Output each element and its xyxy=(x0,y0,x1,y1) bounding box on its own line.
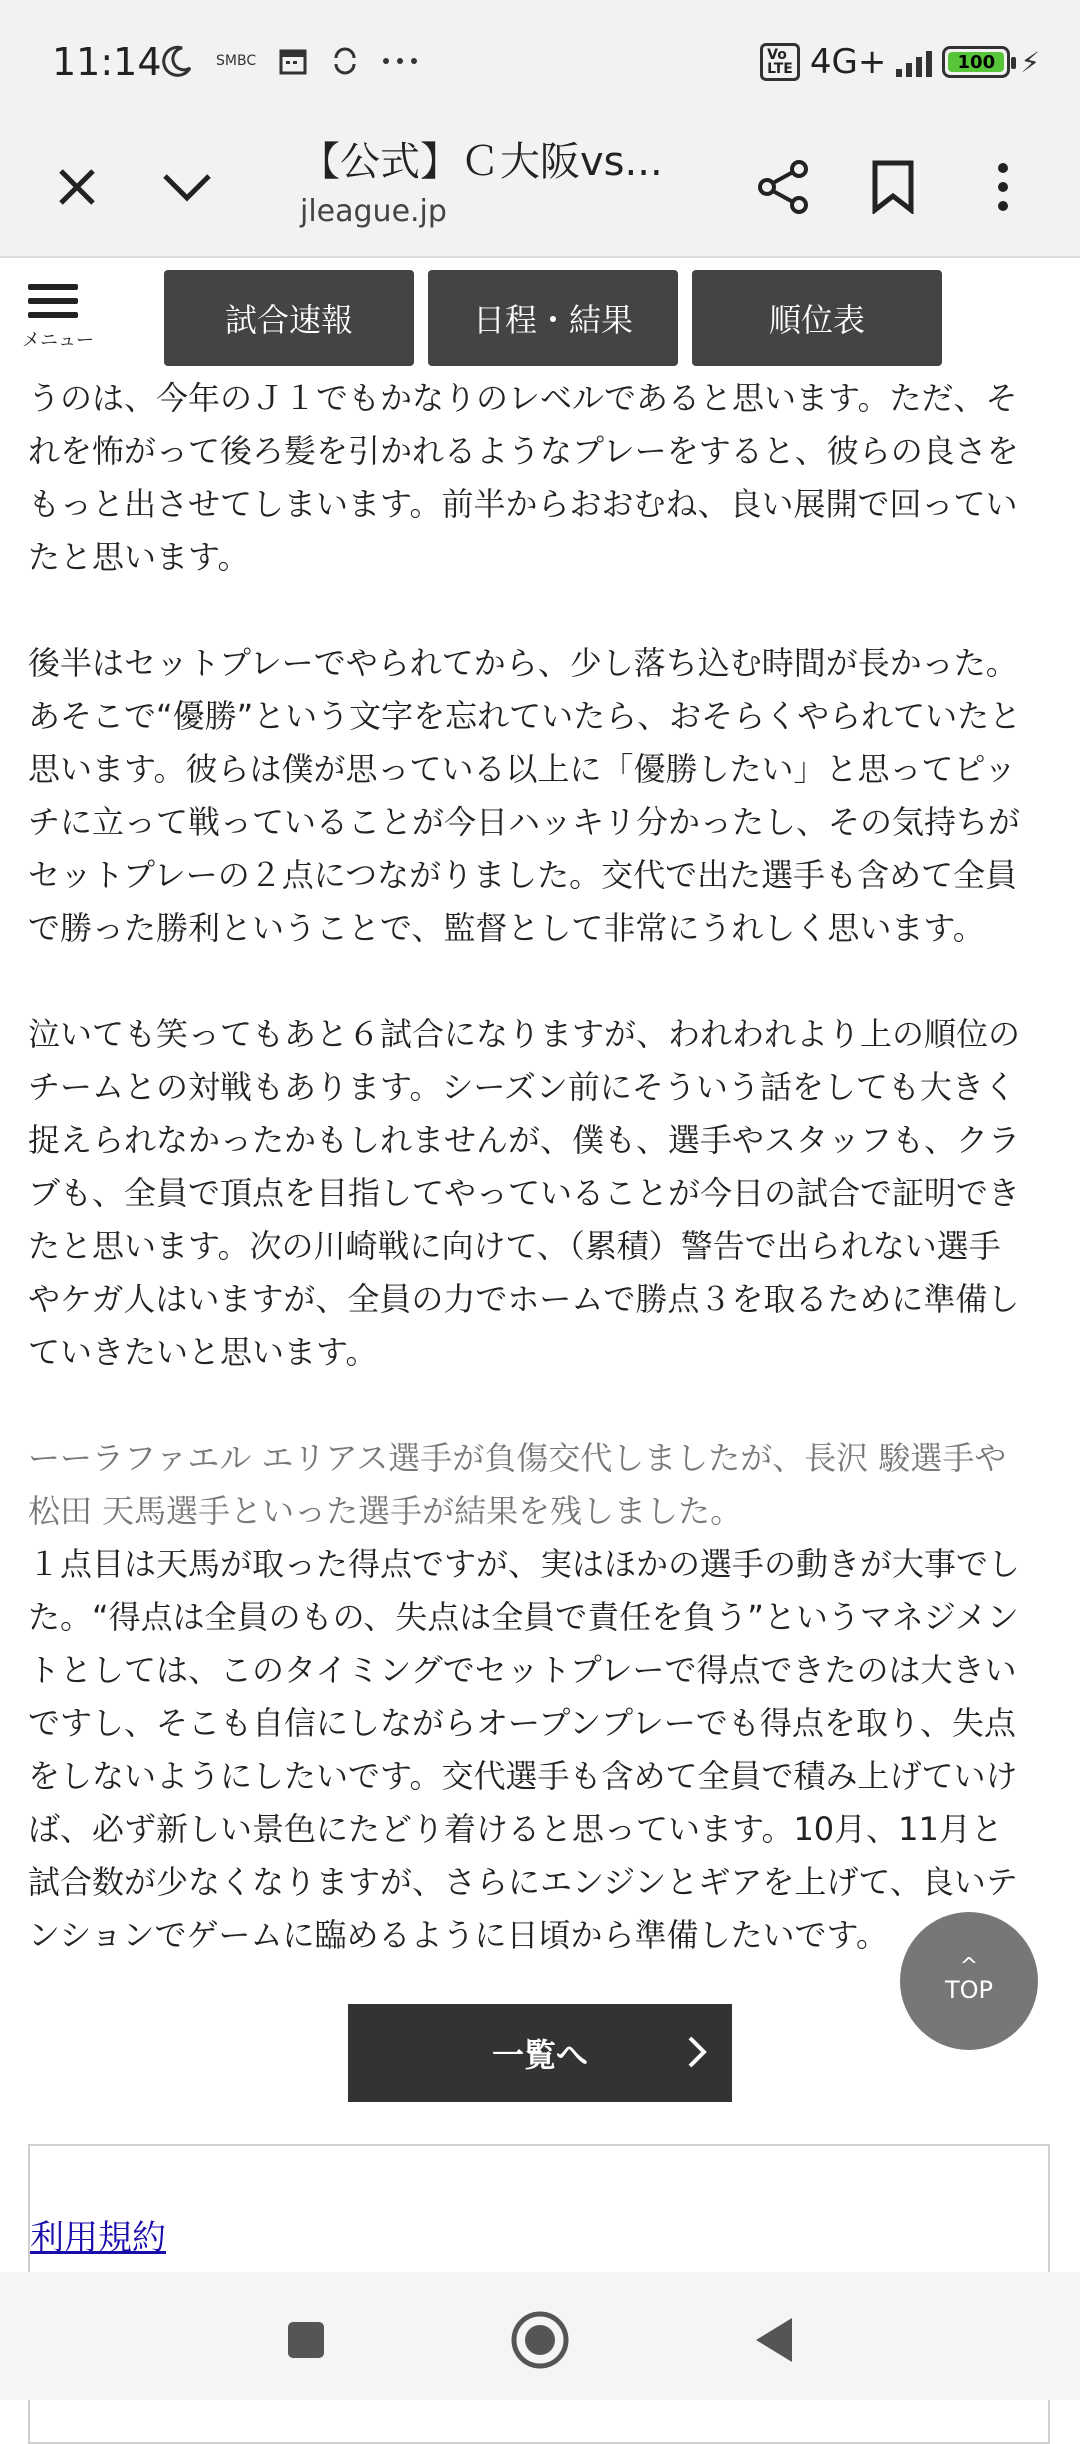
back-to-list-label: 一覧へ xyxy=(491,2036,588,2074)
text-line: で勝った勝利ということで、監督として非常にうれしく思います。 xyxy=(28,909,985,947)
calendar-icon xyxy=(278,46,308,76)
charging-icon: ⚡ xyxy=(1020,45,1040,79)
scroll-top-button[interactable] xyxy=(900,1912,1038,2050)
text-line: 後半はセットプレーでやられてから、少し落ち込む時間が長かった。 xyxy=(28,644,1018,682)
text-line: ていきたいと思います。 xyxy=(28,1333,378,1371)
text-line: トとしては、このタイミングでセットプレーで得点できたのは大きい xyxy=(28,1651,1017,1689)
back-triangle-icon xyxy=(752,2316,796,2364)
share-button[interactable] xyxy=(738,142,828,232)
close-icon xyxy=(55,165,99,209)
page-title: 【公式】Ｃ大阪vs... xyxy=(300,139,663,185)
text-line: 泣いても笑ってもあと６試合になりますが、われわれより上の順位の xyxy=(28,1015,1021,1053)
text-line: をしないようにしたいです。交代選手も含めて全員で積み上げていけ xyxy=(28,1757,1018,1795)
browser-toolbar xyxy=(0,120,1080,258)
site-header xyxy=(0,258,1080,368)
smbc-icon: SMBC xyxy=(216,53,257,69)
text-line: １点目は天馬が取った得点ですが、実はほかの選手の動きが大事でし xyxy=(28,1545,1021,1583)
battery-icon xyxy=(942,46,1010,78)
back-to-list-button[interactable] xyxy=(348,2004,732,2102)
caret-up-icon: ^ xyxy=(959,1954,979,1979)
system-nav-bar xyxy=(0,2272,1080,2400)
article-body xyxy=(28,372,1058,1962)
close-tab-button[interactable] xyxy=(32,142,122,232)
status-time: 11:14 xyxy=(52,40,162,84)
text-line: ブも、全員で頂点を目指してやっていることが今日の試合で証明でき xyxy=(28,1174,1021,1212)
bookmark-button[interactable] xyxy=(848,142,938,232)
chevron-right-icon xyxy=(686,2032,710,2072)
page-url[interactable]: jleague.jp xyxy=(300,194,447,229)
home-circle-icon xyxy=(510,2310,570,2370)
signal-icon xyxy=(896,47,932,77)
text-line: あそこで“優勝”という文字を忘れていたら、おそらくやられていたと xyxy=(28,697,1022,735)
more-options-button[interactable] xyxy=(958,142,1048,232)
text-line: たと思います。 xyxy=(28,538,250,576)
text-line: 捉えられなかったかもしれませんが、僕も、選手やスタッフも、クラ xyxy=(28,1121,1021,1159)
text-line: ーーラファエル エリアス選手が負傷交代しましたが、長沢 駿選手や xyxy=(28,1439,1007,1477)
text-line: たと思います。次の川崎戦に向けて、（累積）警告で出られない選手 xyxy=(28,1227,1001,1265)
text-line: 思います。彼らは僕が思っている以上に「優勝したい」と思ってピッ xyxy=(28,750,1017,788)
moon-icon xyxy=(160,44,194,78)
menu-label: メニュー xyxy=(22,330,94,351)
menu-button[interactable] xyxy=(22,276,102,366)
text-line: 松田 天馬選手といった選手が結果を残しました。 xyxy=(28,1492,743,1530)
sync-icon xyxy=(330,46,360,76)
text-line: もっと出させてしまいます。前半からおおむね、良い展開で回ってい xyxy=(28,485,1018,523)
paragraph-3 xyxy=(28,1008,1058,1379)
recents-button[interactable] xyxy=(266,2300,346,2380)
text-line: ば、必ず新しい景色にたどり着けると思っています。10月、11月と xyxy=(28,1810,1003,1848)
text-line: うのは、今年のＪ１でもかなりのレベルであると思います。ただ、そ xyxy=(28,379,1018,417)
square-icon xyxy=(286,2320,326,2360)
network-type: 4G+ xyxy=(809,42,887,82)
share-icon xyxy=(755,159,811,215)
paragraph-1 xyxy=(28,372,1058,584)
text-line: チームとの対戦もあります。シーズン前にそういう話をしても大きく xyxy=(28,1068,1016,1106)
chevron-down-icon xyxy=(161,172,213,202)
status-bar xyxy=(0,0,1080,120)
text-line: 試合数が少なくなりますが、さらにエンジンとギアを上げて、良いテ xyxy=(28,1863,1018,1901)
back-button[interactable] xyxy=(734,2300,814,2380)
text-line: ンションでゲームに臨めるように日頃から準備したいです。 xyxy=(28,1916,889,1954)
tab-standings[interactable]: 順位表 xyxy=(692,270,942,366)
text-line: れを怖がって後ろ髪を引かれるようなプレーをすると、彼らの良さを xyxy=(28,432,1019,470)
tab-schedule-results[interactable]: 日程・結果 xyxy=(428,270,678,366)
more-dots-icon xyxy=(382,56,418,66)
hamburger-icon xyxy=(22,284,102,318)
interview-question xyxy=(28,1432,1058,1538)
volte-icon: Vo LTE xyxy=(760,43,800,81)
bookmark-icon xyxy=(871,160,915,214)
status-right-icons xyxy=(760,42,1040,82)
paragraph-2 xyxy=(28,637,1058,955)
text-line: セットプレーの２点につながりました。交代で出た選手も含めて全員 xyxy=(28,856,1018,894)
scroll-top-label: TOP xyxy=(944,1976,994,2004)
tab-match-live[interactable]: 試合速報 xyxy=(164,270,414,366)
text-line: ですし、そこも自信にしながらオープンプレーでも得点を取り、失点 xyxy=(28,1704,1016,1742)
paragraph-4 xyxy=(28,1538,1058,1962)
text-line: た。“得点は全員のもの、失点は全員で責任を負う”というマネジメン xyxy=(28,1598,1019,1636)
more-vert-icon xyxy=(997,162,1009,212)
text-line: チに立って戦っていることが今日ハッキリ分かったし、その気持ちが xyxy=(28,803,1021,841)
collapse-button[interactable] xyxy=(142,142,232,232)
battery-level: 100 xyxy=(957,51,996,73)
status-left-icons xyxy=(160,44,418,78)
terms-link[interactable]: 利用規約 xyxy=(30,2218,166,2258)
home-button[interactable] xyxy=(500,2300,580,2380)
text-line: やケガ人はいますが、全員の力でホームで勝点３を取るために準備し xyxy=(28,1280,1020,1318)
